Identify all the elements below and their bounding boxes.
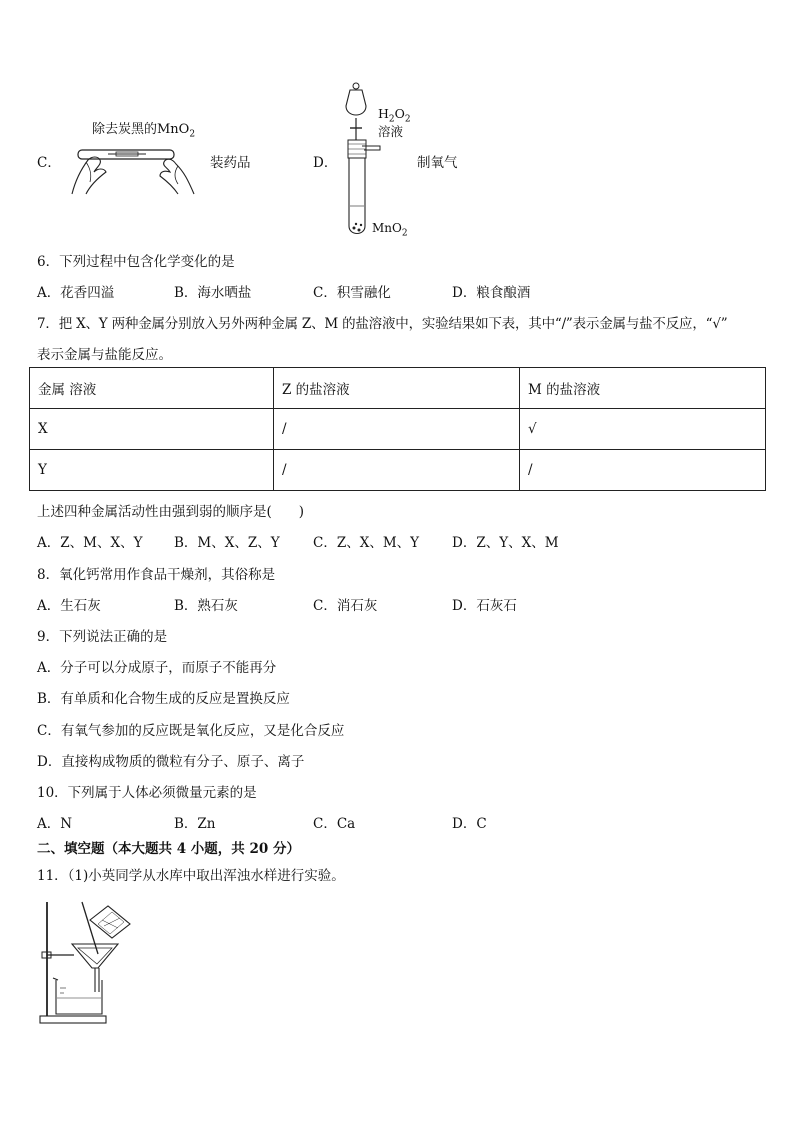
q5-d-bottom-reagent: MnO$_2$ bbox=[372, 221, 408, 239]
section-2-title: 二、填空题（本大题共 4 小题，共 20 分） bbox=[37, 841, 300, 857]
table-header-cell: 金属 溶液 bbox=[30, 368, 274, 409]
table-header-cell: Z 的盐溶液 bbox=[274, 368, 520, 409]
q10-option-b: B．Zn bbox=[174, 816, 216, 832]
q6-stem: 6．下列过程中包含化学变化的是 bbox=[37, 254, 235, 270]
q7-result-table bbox=[29, 367, 766, 491]
hands-test-tube-figure bbox=[68, 138, 198, 196]
q10-option-d: D．C bbox=[452, 816, 487, 832]
q7-option-a: A．Z、M、X、Y bbox=[37, 535, 143, 551]
filtration-apparatus-figure bbox=[38, 898, 138, 1026]
q7-option-d: D．Z、Y、X、M bbox=[452, 535, 559, 551]
q9-option-c: C．有氧气参加的反应既是氧化反应，又是化合反应 bbox=[37, 723, 345, 739]
q6-option-a: A．花香四溢 bbox=[37, 285, 115, 301]
q8-option-a: A．生石灰 bbox=[37, 598, 101, 614]
q5-d-reagent-solution: 溶液 bbox=[378, 124, 404, 139]
oxygen-apparatus-figure bbox=[336, 78, 384, 240]
q9-option-a: A．分子可以分成原子，而原子不能再分 bbox=[37, 660, 277, 676]
q5-d-action: 制氧气 bbox=[417, 155, 458, 171]
q5-c-action: 装药品 bbox=[210, 155, 251, 171]
q6-option-b: B．海水晒盐 bbox=[174, 285, 252, 301]
q10-stem: 10．下列属于人体必须微量元素的是 bbox=[37, 785, 257, 801]
q11-stem: 11．（1)小英同学从水库中取出浑浊水样进行实验。 bbox=[37, 868, 345, 884]
q6-option-d: D．粮食酿酒 bbox=[452, 285, 531, 301]
q10-option-a: A．N bbox=[37, 816, 73, 832]
table-cell: / bbox=[520, 450, 766, 491]
table-cell: X bbox=[30, 409, 274, 450]
q9-option-b: B．有单质和化合物生成的反应是置换反应 bbox=[37, 691, 290, 707]
q10-option-c: C．Ca bbox=[313, 816, 356, 832]
q7-option-c: C．Z、X、M、Y bbox=[313, 535, 420, 551]
q6-option-c: C．积雪融化 bbox=[313, 285, 391, 301]
table-cell: √ bbox=[520, 409, 766, 450]
q7-question: 上述四种金属活动性由强到弱的顺序是( ) bbox=[37, 504, 305, 520]
q5-option-d-label: D． bbox=[313, 155, 338, 171]
q7-stem-line1: 7．把 X、Y 两种金属分别放入另外两种金属 Z、M 的盐溶液中，实验结果如下表，其中“/”表示金属与盐不反应，“√” bbox=[37, 316, 728, 332]
q5-d-reagent: $H_2O_2$ bbox=[378, 106, 411, 125]
q5-option-c-label: C． bbox=[37, 155, 61, 171]
table-row bbox=[30, 450, 766, 491]
q9-stem: 9．下列说法正确的是 bbox=[37, 629, 168, 645]
q7-stem-line2: 表示金属与盐能反应。 bbox=[37, 347, 172, 363]
q9-option-d: D．直接构成物质的微粒有分子、原子、离子 bbox=[37, 754, 305, 770]
q8-option-d: D．石灰石 bbox=[452, 598, 517, 614]
table-cell: Y bbox=[30, 450, 274, 491]
table-row bbox=[30, 409, 766, 450]
q7-option-b: B．M、X、Z、Y bbox=[174, 535, 280, 551]
table-header-row bbox=[30, 368, 766, 409]
q8-option-b: B．熟石灰 bbox=[174, 598, 238, 614]
table-header-cell: M 的盐溶液 bbox=[520, 368, 766, 409]
table-cell: / bbox=[274, 450, 520, 491]
q5-c-caption: 除去炭黑的MnO$_2$ bbox=[92, 122, 196, 140]
q8-stem: 8．氧化钙常用作食品干燥剂，其俗称是 bbox=[37, 567, 276, 583]
table-cell: / bbox=[274, 409, 520, 450]
q8-option-c: C．消石灰 bbox=[313, 598, 378, 614]
